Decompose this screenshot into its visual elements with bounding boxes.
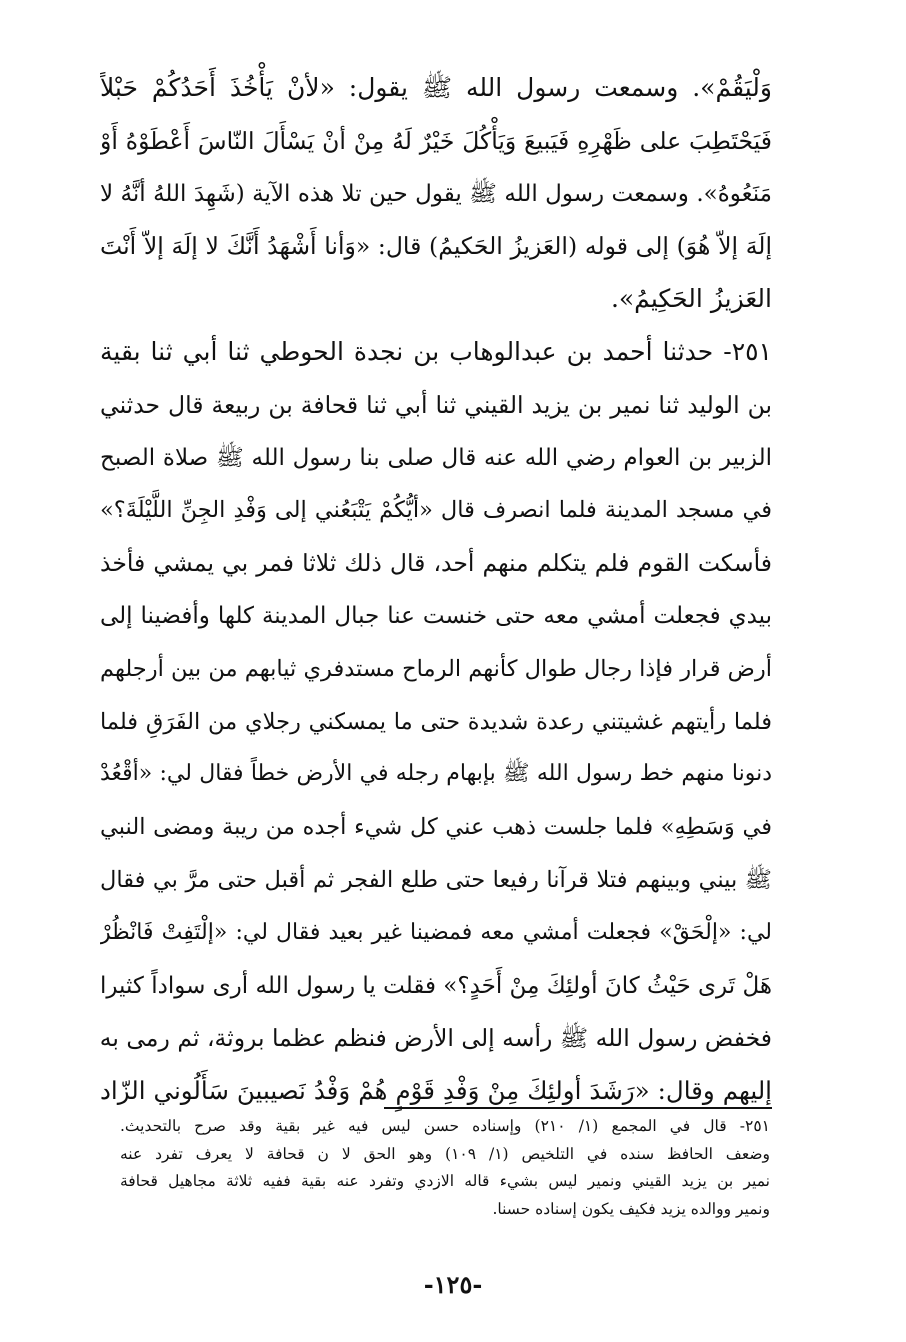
- text-line: في مسجد المدينة فلما انصرف قال «أيُّكُمْ يَتْبَعُني إلى وَفْدِ الجِنِّ اللَّيْلَةَ؟»: [100, 497, 772, 524]
- text-line: إلَهَ إلاّ هُوَ) إلى قوله (العَزيزُ الحَكيمُ) قال: «وَأنا أَشْهَدُ أَنَّكَ لا إلَهَ إلاّ أَنْتَ: [100, 232, 772, 261]
- text-line: فخفض رسول الله ﷺ رأسه إلى الأرض فنظم عظما بروثة، ثم رمى به: [100, 1024, 772, 1053]
- page-number: -١٢٥-: [423, 1270, 483, 1299]
- text-line: ٢٥١- حدثنا أحمد بن عبدالوهاب بن نجدة الحوطي ثنا أبي ثنا بقية: [100, 336, 772, 366]
- text-line: بن الوليد ثنا نمير بن يزيد القيني ثنا أبي ثنا قحافة بن ربيعة قال حدثني: [100, 390, 772, 419]
- text-line: إليهم وقال: «رَشَدَ أولئِكَ مِنْ وَفْدِ قَوْمٍ هُمْ وَفْدُ نَصيبينَ سَأَلُوني الزّاد: [100, 1076, 772, 1106]
- text-line: لي: «إلْحَقْ» فجعلت أمشي معه فمضينا غير بعيد فقال لي: «إلْتَفِتْ فَانْظُرْ: [100, 919, 772, 945]
- footnote-block: [120, 1113, 770, 1223]
- footnote-line: وضعف الحافظ سنده في التلخيص (١/ ١٠٩) وهو الحق لا ن قحافة لا يعرف تفرد عنه: [120, 1144, 770, 1163]
- text-line: أرض قرار فإذا رجال طوال كأنهم الرماح مستدفري ثيابهم من بين أرجلهم: [100, 655, 772, 682]
- text-line: في وَسَطِهِ» فلما جلست ذهب عني كل شيء أجده من ريبة ومضى النبي: [100, 814, 772, 841]
- text-line: فأسكت القوم فلم يتكلم منهم أحد، قال ذلك ثلاثا فمر بي يمشي فأخذ: [100, 549, 772, 578]
- footnote-line: نمير بن يزيد القيني ونمير ليس بشيء قاله الازدي وتفرد عنه بقية ففيه ثلاثة مجاهيل قحافة: [120, 1172, 770, 1190]
- text-line: دنونا منهم خط رسول الله ﷺ بإبهام رجله في الأرض خطاً فقال لي: «أقْعُدْ: [100, 761, 772, 787]
- text-line: هَلْ تَرى حَيْثُ كانَ أولئِكَ مِنْ أَحَدٍ؟» فقلت يا رسول الله أرى سواداً كثيرا: [100, 972, 772, 999]
- text-line: العَزيزُ الحَكِيمُ».: [610, 284, 772, 314]
- main-text-block: [100, 62, 772, 1118]
- footnote-line: ونمير ووالده يزيد فكيف يكون إسناده حسنا.: [492, 1199, 770, 1218]
- text-line: الزبير بن العوام رضي الله عنه قال صلى بنا رسول الله ﷺ صلاة الصبح: [100, 444, 772, 471]
- text-line: فلما رأيتهم غشيتني رعدة شديدة حتى ما يمسكني رجلاي من الفَرَقِ فلما: [100, 708, 772, 735]
- text-line: وَلْيَقُمْ». وسمعت رسول الله ﷺ يقول: «لأنْ يَأْخُذَ أَحَدُكُمْ حَبْلاً: [100, 73, 772, 102]
- text-line: مَنَعُوهُ». وسمعت رسول الله ﷺ يقول حين تلا هذه الآية (شَهِدَ اللهُ أنَّهُ لا: [100, 180, 772, 207]
- text-line: بيدي فجعلت أمشي معه حتى خنست عنا جبال المدينة كلها وأفضينا إلى: [100, 602, 772, 629]
- text-line: ﷺ بيني وبينهم فتلا قرآنا رفيعا حتى طلع الفجر ثم أقبل حتى مرَّ بي فقال: [100, 866, 772, 893]
- footnote-line: ٢٥١- قال في المجمع (١/ ٢١٠) وإسناده حسن ليس فيه غير بقية وقد صرح بالتحديث.: [120, 1117, 770, 1135]
- text-line: فَيَحْتَطِبَ على ظَهْرِهِ فَيَبيعَ وَيَأْكُلَ خَيْرٌ لَهُ مِنْ أنْ يَسْأَلَ النّاسَ أَعْطَوْهُ أَوْ: [100, 126, 772, 155]
- footnote-divider: [384, 1107, 772, 1109]
